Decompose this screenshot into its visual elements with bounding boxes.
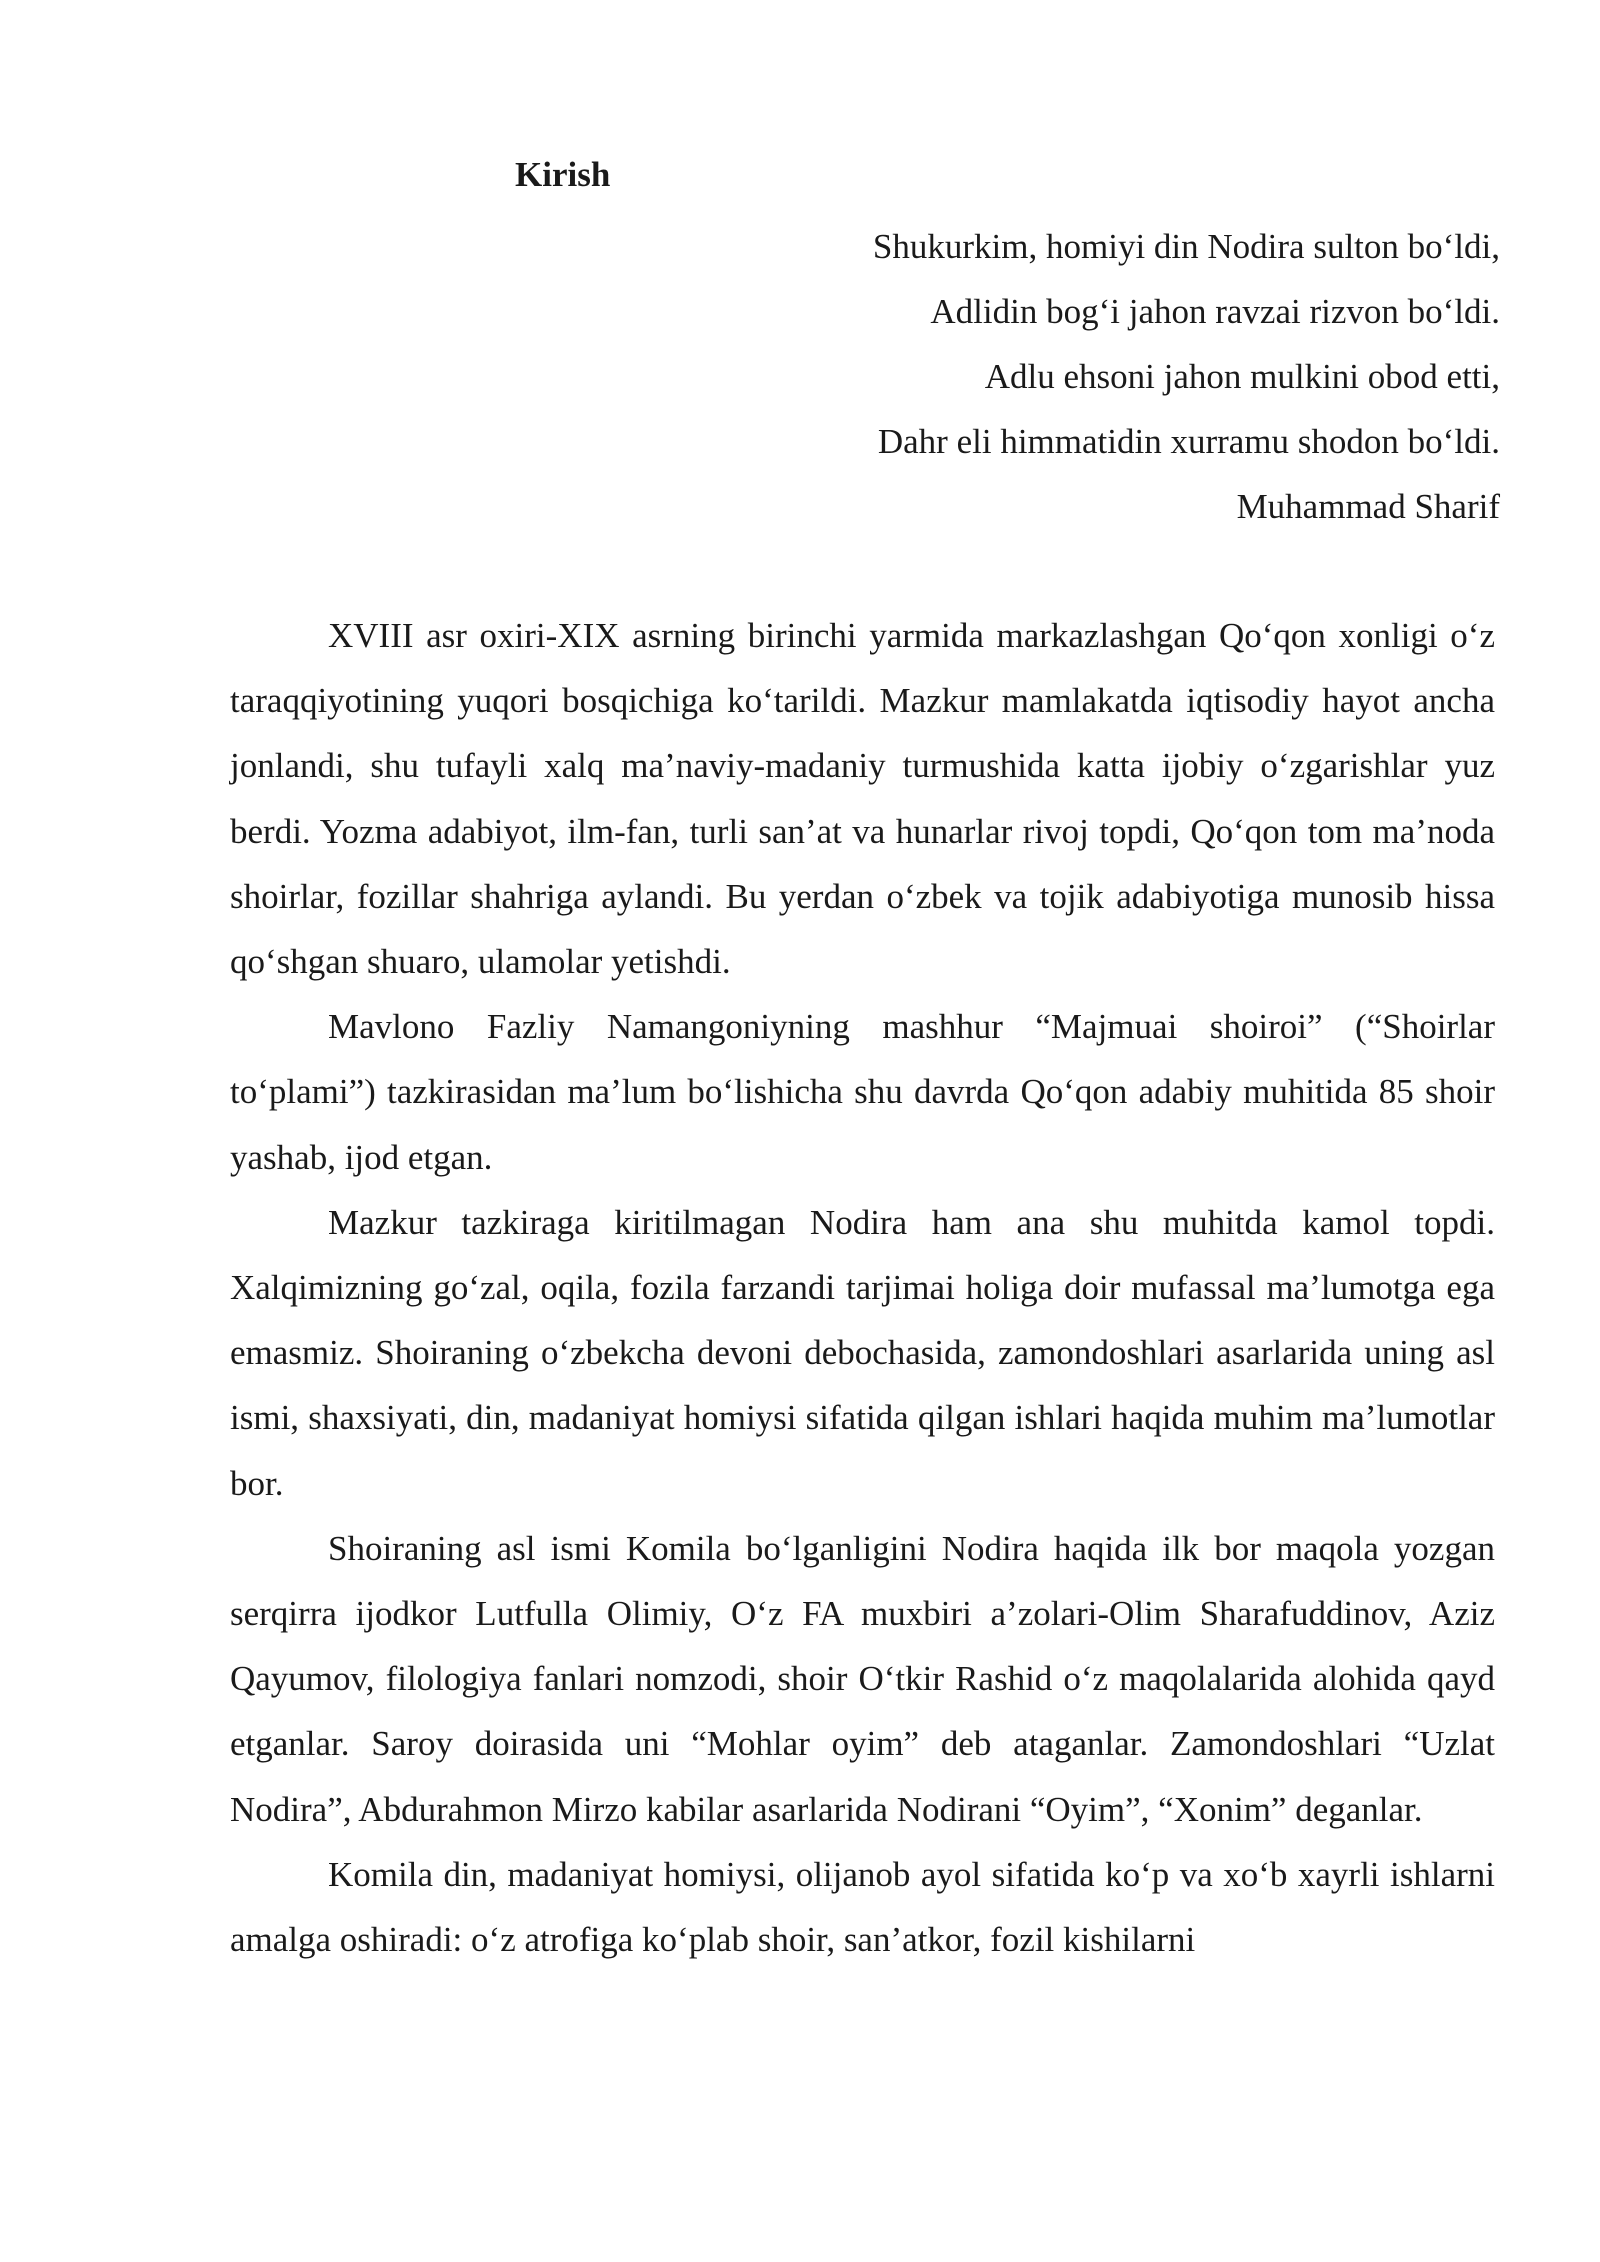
epigraph-line: Adlu ehsoni jahon mulkini obod etti, xyxy=(984,357,1500,396)
section-heading: Kirish xyxy=(515,155,611,194)
epigraph-line: Adlidin bog‘i jahon ravzai rizvon bo‘ldi. xyxy=(930,292,1500,331)
paragraph: Shoiraning asl ismi Komila bo‘lganligini Nodira haqida ilk bor maqola yozgan serqirra ijodkor Lutfulla Olimiy, O‘z FA muxbiri a’zolari-Olim Sharafuddinov, Aziz Qayumov, filologiya fanlari nomzodi, shoir O‘tkir Rashid o‘z maqolalarida alohida qayd etganlar. Saroy doirasida uni “Mohlar oyim” deb ataganlar. Zamondoshlari “Uzlat Nodira”, Abdurahmon Mirzo kabilar asarlarida Nodirani “Oyim”, “Xonim” deganlar. xyxy=(230,1528,1495,1829)
epigraph-line: Shukurkim, homiyi din Nodira sulton bo‘ldi, xyxy=(872,227,1500,266)
paragraph: XVIII asr oxiri-XIX asrning birinchi yarmida markazlashgan Qo‘qon xonligi o‘z taraqqiyotining yuqori bosqichiga ko‘tarildi. Mazkur mamlakatda iqtisodiy hayot ancha jonlandi, shu tufayli xalq ma’naviy-madaniy turmushida katta ijobiy o‘zgarishlar yuz berdi. Yozma adabiyot, ilm-fan, turli san’at va hunarlar rivoj topdi, Qo‘qon tom ma’noda shoirlar, fozillar shahriga aylandi. Bu yerdan o‘zbek va tojik adabiyotiga munosib hissa qo‘shgan shuaro, ulamolar yetishdi. xyxy=(230,616,1495,982)
paragraph: Mazkur tazkiraga kiritilmagan Nodira ham ana shu muhitda kamol topdi. Xalqimizning go‘zal, oqila, fozila farzandi tarjimai holiga doir mufassal ma’lumotga ega emasmiz. Shoiraning o‘zbekcha devoni debochasida, zamondoshlari asarlarida uning asl ismi, shaxsiyati, din, madaniyat homiysi sifatida qilgan ishlari haqida muhim ma’lumotlar bor. xyxy=(230,1202,1495,1503)
epigraph-author: Muhammad Sharif xyxy=(1236,487,1500,526)
epigraph xyxy=(600,214,1500,539)
paragraph: Komila din, madaniyat homiysi, olijanob ayol sifatida ko‘p va xo‘b xayrli ishlarni amalga oshiradi: o‘z atrofiga ko‘plab shoir, san’atkor, fozil kishilarni xyxy=(230,1854,1495,1960)
body-text xyxy=(230,603,1495,1972)
paragraph: Mavlono Fazliy Namangoniyning mashhur “Majmuai shoiroi” (“Shoirlar to‘plami”) tazkirasidan ma’lum bo‘lishicha shu davrda Qo‘qon adabiy muhitida 85 shoir yashab, ijod etgan. xyxy=(230,1007,1495,1177)
epigraph-line: Dahr eli himmatidin xurramu shodon bo‘ldi. xyxy=(877,422,1500,461)
